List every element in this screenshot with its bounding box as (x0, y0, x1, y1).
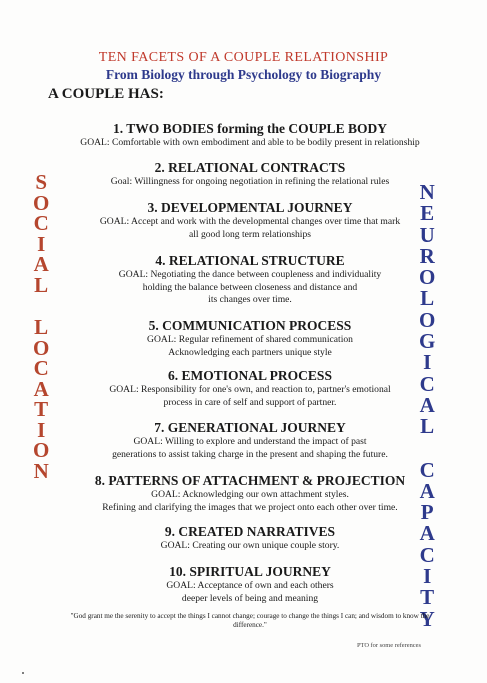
side-letter: A (33, 252, 49, 276)
side-letter: A (419, 521, 435, 546)
side-letter: C (419, 371, 435, 396)
facet-heading: 1. TWO BODIES forming the COUPLE BODY (113, 121, 387, 136)
facet-goal: GOAL: Regular refinement of shared communication (147, 334, 353, 345)
document-subtitle: From Biology through Psychology to Biography (105, 67, 382, 82)
facet-goal: GOAL: Responsibility for one's own, and reaction to, partner's emotional (109, 384, 391, 395)
side-letter: C (419, 457, 435, 482)
side-letter: O (419, 265, 436, 290)
side-letter: C (33, 356, 49, 380)
side-letter: A (419, 392, 435, 417)
pto-note: PTO for some references (357, 642, 421, 649)
facet-3 (60, 200, 440, 240)
facet-goal: Acknowledging each partners unique style (168, 346, 332, 358)
scan-speck (22, 672, 24, 674)
facet-goal: GOAL: Negotiating the dance between coupleness and individuality (118, 269, 382, 280)
facet-heading: 6. EMOTIONAL PROCESS (168, 368, 332, 383)
lead-heading: A COUPLE HAS: (48, 86, 164, 102)
facet-6 (60, 368, 440, 408)
side-letter: P (420, 500, 434, 525)
facet-goal: all good long term relationships (188, 228, 312, 240)
side-letter: R (419, 243, 435, 268)
side-letter: G (419, 329, 436, 354)
side-letter: L (34, 315, 49, 339)
side-letter: I (37, 417, 46, 442)
facet-goal: deeper levels of being and meaning (181, 592, 319, 604)
side-letter: S (35, 170, 48, 194)
facet-goal: generations to assist taking charge in the present and shaping the future. (112, 448, 388, 460)
side-letter: I (37, 231, 46, 256)
side-letter: L (420, 286, 435, 311)
facet-2 (60, 160, 440, 188)
side-letter: E (420, 201, 435, 226)
facet-goal: GOAL: Acknowledging our own attachment styles. (151, 489, 349, 500)
facet-7 (60, 420, 440, 460)
document-title: TEN FACETS OF A COUPLE RELATIONSHIP (98, 50, 389, 65)
facet-10 (60, 564, 440, 604)
facet-heading: 8. PATTERNS OF ATTACHMENT & PROJECTION (94, 473, 406, 488)
side-letter: N (419, 180, 435, 204)
facet-8 (60, 473, 440, 513)
quote-line: difference." (233, 621, 267, 629)
side-letter: I (423, 564, 432, 589)
side-letter: U (419, 222, 435, 247)
side-letter: O (419, 307, 436, 332)
facet-goal: GOAL: Willing to explore and understand the impact of past (133, 436, 367, 447)
facet-heading: 2. RELATIONAL CONTRACTS (154, 160, 346, 175)
facet-heading: 4. RELATIONAL STRUCTURE (155, 253, 345, 268)
side-letter: C (419, 542, 435, 567)
side-letter: I (423, 350, 432, 375)
facet-4 (60, 253, 440, 306)
facet-goal: Refining and clarifying the images that we project onto each other over time. (102, 501, 398, 513)
serenity-quote (55, 612, 445, 630)
facet-goal: GOAL: Accept and work with the developmental changes over time that mark (99, 216, 401, 227)
side-letter: C (33, 211, 49, 235)
facet-heading: 5. COMMUNICATION PROCESS (148, 318, 352, 333)
side-letter: T (420, 585, 435, 610)
side-letter: O (33, 335, 50, 360)
facet-goal: holding the balance between closeness and distance and (142, 281, 358, 293)
social-location-label (33, 172, 49, 481)
facet-goal: GOAL: Creating our own unique couple story. (160, 540, 340, 551)
facet-goal: its changes over time. (208, 294, 292, 305)
side-letter: A (33, 376, 49, 401)
facet-9 (60, 521, 440, 552)
side-letter: L (34, 272, 49, 297)
side-letter: O (33, 438, 50, 462)
facet-goal: Goal: Willingness for ongoing negotiation in refining the relational rules (110, 176, 390, 187)
facet-goal: GOAL: Acceptance of own and each others (166, 580, 334, 591)
side-letter: A (419, 478, 435, 503)
side-letter: T (34, 397, 49, 421)
side-letter: O (33, 190, 50, 215)
facet-heading: 9. CREATED NARRATIVES (164, 524, 336, 539)
facet-1 (60, 121, 440, 149)
facet-5 (60, 318, 440, 358)
facet-heading: 10. SPIRITUAL JOURNEY (169, 564, 331, 579)
side-letter: L (420, 414, 435, 439)
facet-goal: GOAL: Comfortable with own embodiment and able to be bodily present in relationship (80, 137, 420, 148)
facet-heading: 3. DEVELOPMENTAL JOURNEY (147, 200, 353, 215)
side-letter: N (33, 458, 49, 483)
quote-line: "God grant me the serenity to accept the things I cannot change; courage to change the things I can; and wisdom to know the (70, 612, 430, 620)
facet-goal: process in care of self and support of partner. (163, 396, 337, 408)
facet-heading: 7. GENERATIONAL JOURNEY (154, 420, 346, 435)
side-letter: Y (419, 606, 435, 631)
